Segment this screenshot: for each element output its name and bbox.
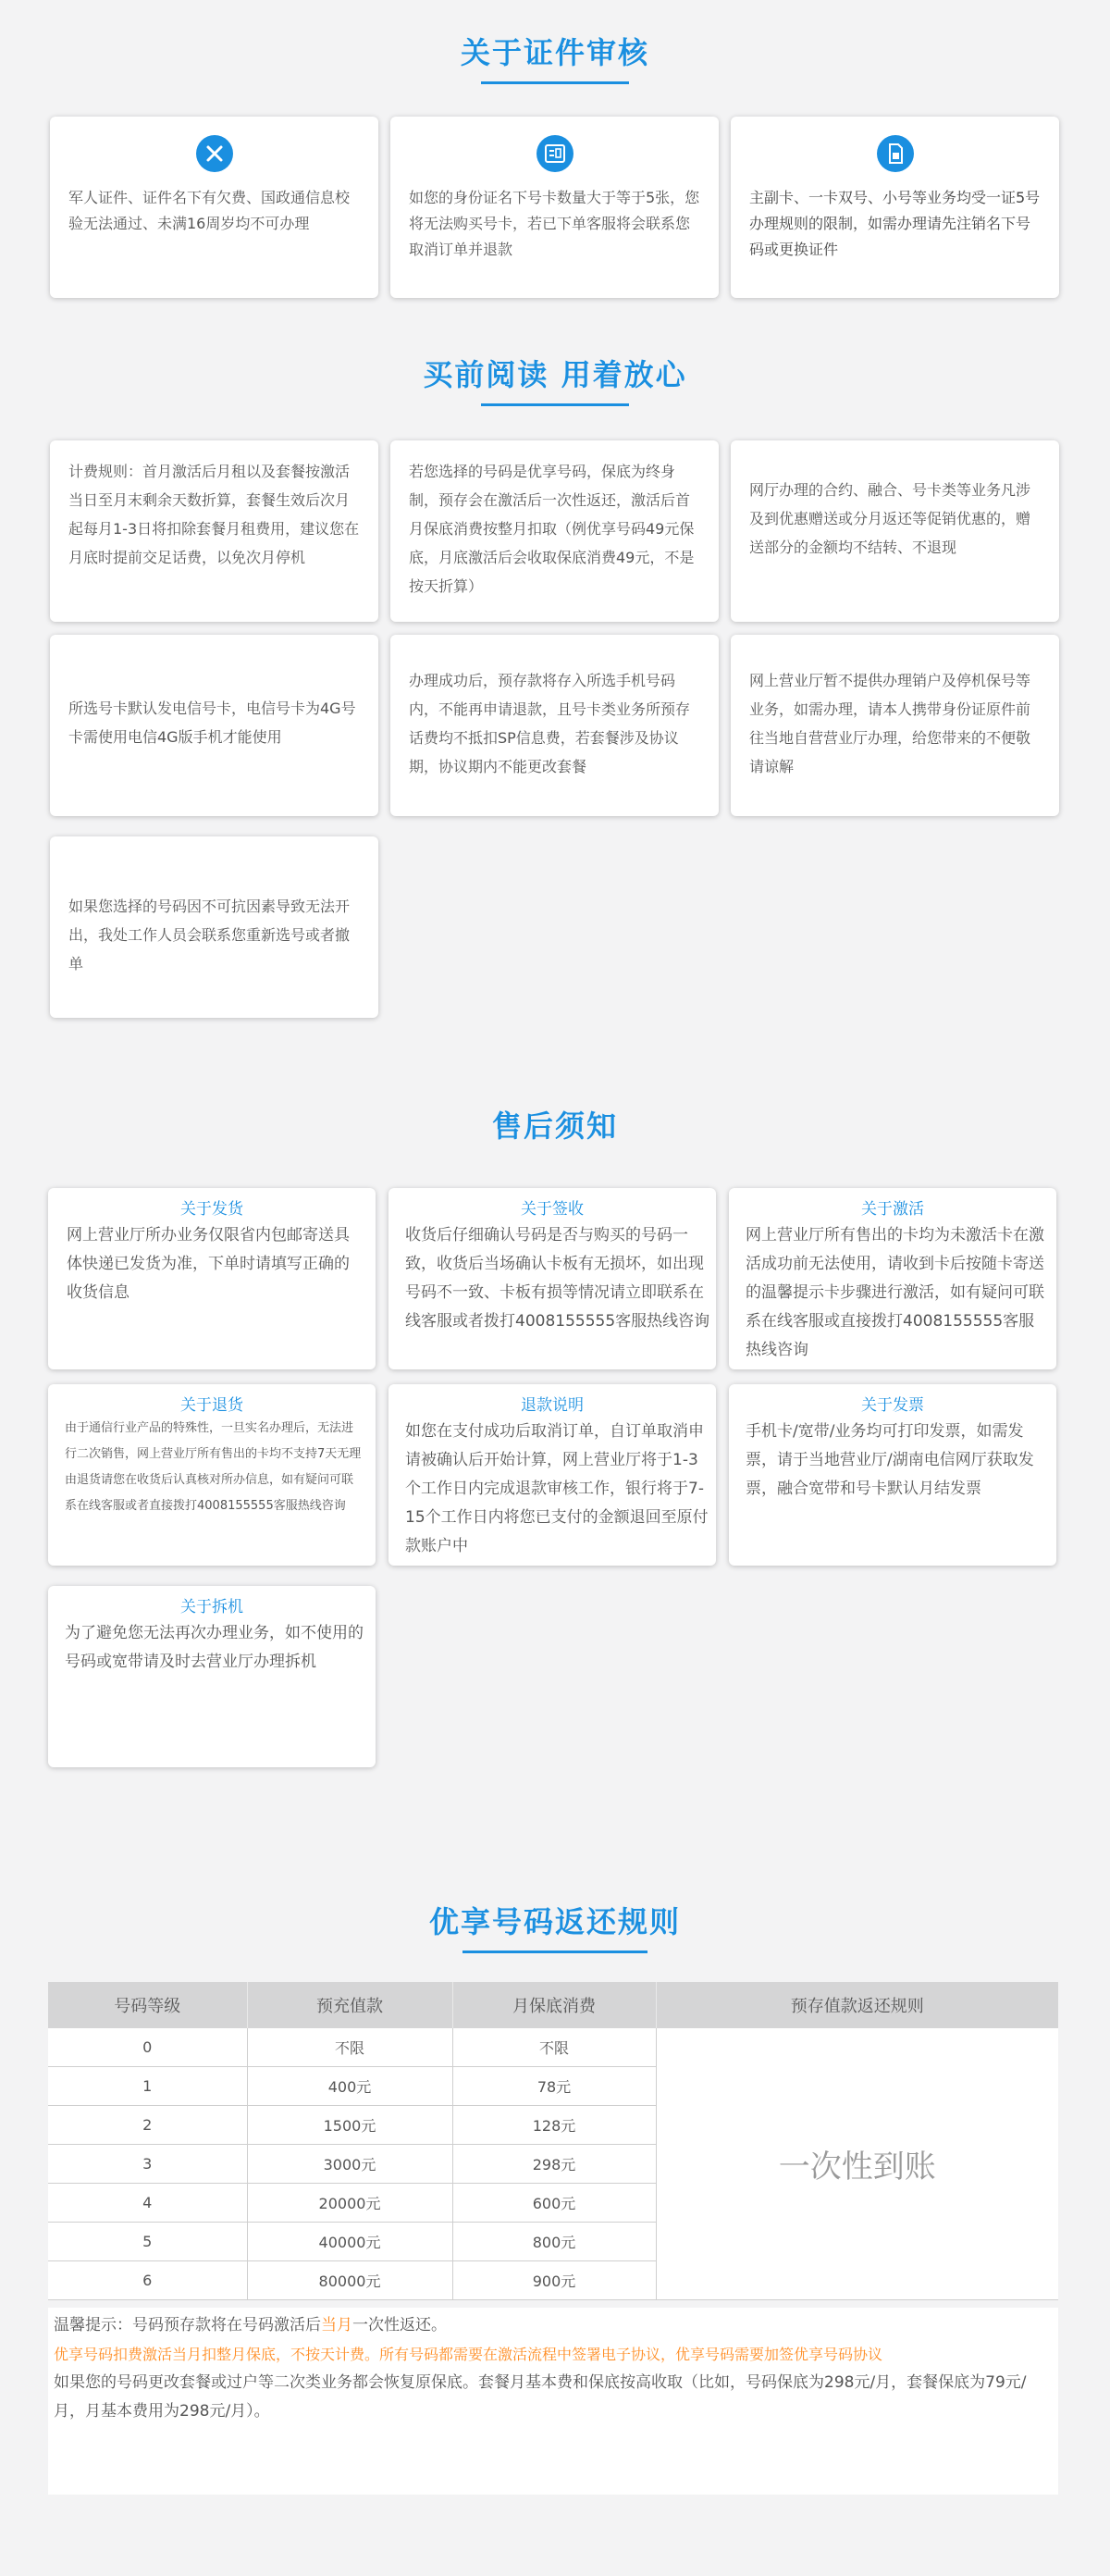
cell-min-consumption: 不限 xyxy=(452,2028,656,2067)
cell-level: 0 xyxy=(48,2028,247,2067)
cell-refund-rule: 一次性到账 xyxy=(656,2028,1058,2300)
card-text: 网上营业厅暂不提供办理销户及停机保号等业务，如需办理，请本人携带身份证原件前往当地自营营业厅办理，给您带来的不便敬请谅解 xyxy=(749,672,1031,775)
card-heading: 关于签收 xyxy=(521,1200,584,1219)
cell-level: 2 xyxy=(48,2106,247,2145)
aftersale-signing xyxy=(388,1188,716,1369)
card-heading: 关于发票 xyxy=(861,1396,924,1415)
note-text: 一次性返还。 xyxy=(352,2316,447,2334)
title-underline xyxy=(481,403,629,406)
card-heading: 关于退货 xyxy=(180,1396,243,1415)
refund-rules-table xyxy=(48,1982,1058,2300)
cell-prepay: 20000元 xyxy=(247,2184,452,2223)
card-text: 网上营业厅所有售出的卡均为未激活卡在激活成功前无法使用，请收到卡后按随卡寄送的温馨提示卡步骤进行激活，如有疑问可联系在线客服或直接拨打4008155555客服热线咨询 xyxy=(746,1226,1044,1359)
purchase-note-4 xyxy=(50,635,378,816)
id-card-icon xyxy=(536,135,574,172)
aftersale-refund xyxy=(388,1384,716,1566)
aftersale-activation xyxy=(729,1188,1056,1369)
purchase-note-7 xyxy=(50,836,378,1018)
card-text: 如您在支付成功后取消订单，自订单取消申请被确认后开始计算，网上营业厅将于1-3个工作日内完成退款审核工作，银行将于7-15个工作日内将您已支付的金额退回至原付款账户中 xyxy=(405,1422,709,1555)
col-header-level: 号码等级 xyxy=(48,1982,247,2028)
id-card-rule-2 xyxy=(390,117,719,298)
id-card-rule-1 xyxy=(50,117,378,298)
card-text: 网厅办理的合约、融合、号卡类等业务凡涉及到优惠赠送或分月返还等促销优惠的，赠送部分的金额均不结转、不退现 xyxy=(749,481,1031,556)
card-heading: 关于发货 xyxy=(180,1200,243,1219)
card-text: 由于通信行业产品的特殊性，一旦实名办理后，无法进行二次销售，网上营业厅所有售出的卡均不支持7天无理由退货请您在收货后认真核对所办信息，如有疑问可联系在线客服或者直接拨打4008155555客服热线咨询 xyxy=(65,1421,362,1513)
sim-card-icon xyxy=(877,135,914,172)
card-text: 所选号卡默认发电信号卡，电信号卡为4G号卡需使用电信4G版手机才能使用 xyxy=(68,700,356,746)
card-heading: 退款说明 xyxy=(521,1396,584,1415)
cell-min-consumption: 298元 xyxy=(452,2145,656,2184)
purchase-note-1 xyxy=(50,440,378,622)
purchase-note-6 xyxy=(731,635,1059,816)
section-title-after-sales xyxy=(0,1103,1110,1146)
close-x-icon xyxy=(196,135,233,172)
col-header-prepay: 预充值款 xyxy=(247,1982,452,2028)
section-title-text: 关于证件审核 xyxy=(460,35,649,70)
cell-prepay: 400元 xyxy=(247,2067,452,2106)
col-header-min-consumption: 月保底消费 xyxy=(452,1982,656,2028)
card-text: 手机卡/宽带/业务均可打印发票，如需发票，请于当地营业厅/湖南电信网厅获取发票，融合宽带和号卡默认月结发票 xyxy=(746,1422,1034,1498)
section-title-read-before-buy xyxy=(0,352,1110,406)
notes-line-1 xyxy=(54,2311,1053,2340)
cell-prepay: 80000元 xyxy=(247,2261,452,2300)
section-title-refund-rules xyxy=(0,1899,1110,1953)
cell-min-consumption: 128元 xyxy=(452,2106,656,2145)
cell-level: 3 xyxy=(48,2145,247,2184)
section-title-text: 优享号码返还规则 xyxy=(428,1904,681,1939)
id-card-rule-3 xyxy=(731,117,1059,298)
table-row xyxy=(48,2028,1058,2067)
cell-prepay: 不限 xyxy=(247,2028,452,2067)
notes-line-3: 如果您的号码更改套餐或过户等二次类业务都会恢复原保底。套餐月基本费和保底按高收取（比如，号码保底为298元/月，套餐保底为79元/月，月基本费用为298元/月）。 xyxy=(54,2373,1027,2421)
purchase-note-5 xyxy=(390,635,719,816)
purchase-note-3 xyxy=(731,440,1059,622)
cell-prepay: 3000元 xyxy=(247,2145,452,2184)
card-text: 计费规则：首月激活后月租以及套餐按激活当日至月末剩余天数折算，套餐生效后次月起每月1-3日将扣除套餐月租费用，建议您在月底时提前交足话费，以免次月停机 xyxy=(68,463,360,566)
title-underline xyxy=(462,1951,648,1953)
cell-prepay: 40000元 xyxy=(247,2223,452,2261)
cell-level: 4 xyxy=(48,2184,247,2223)
aftersale-shipping xyxy=(48,1188,376,1369)
cell-level: 6 xyxy=(48,2261,247,2300)
cell-prepay: 1500元 xyxy=(247,2106,452,2145)
notes-line-2: 优享号码扣费激活当月扣整月保底，不按天计费。所有号码都需要在激活流程中签署电子协议，优享号码需要加签优享号码协议 xyxy=(54,2346,883,2363)
card-text: 网上营业厅所办业务仅限省内包邮寄送具体快递已发货为准，下单时请填写正确的收货信息 xyxy=(67,1226,350,1302)
card-text: 如您的身份证名下号卡数量大于等于5张，您将无法购买号卡，若已下单客服将会联系您取消订单并退款 xyxy=(409,189,700,258)
card-text: 主副卡、一卡双号、小号等业务均受一证5号办理规则的限制，如需办理请先注销名下号码或更换证件 xyxy=(749,189,1041,258)
card-text: 如果您选择的号码因不可抗因素导致无法开出，我处工作人员会联系您重新选号或者撤单 xyxy=(68,898,351,972)
aftersale-disassembly xyxy=(48,1586,376,1767)
aftersale-return xyxy=(48,1384,376,1566)
refund-notes xyxy=(48,2308,1058,2495)
card-text: 办理成功后，预存款将存入所选手机号码内，不能再申请退款，且号卡类业务所预存话费均不抵扣SP信息费，若套餐涉及协议期，协议期内不能更改套餐 xyxy=(409,672,691,775)
section-title-text: 买前阅读 用着放心 xyxy=(423,357,687,392)
table-header-row xyxy=(48,1982,1058,2028)
card-text: 若您选择的号码是优享号码，保底为终身制，预存会在激活后一次性返还，激活后首月保底消费按整月扣取（例优享号码49元保底，月底激活后会收取保底消费49元，不是按天折算） xyxy=(409,463,695,595)
purchase-note-2 xyxy=(390,440,719,622)
card-text: 军人证件、证件名下有欠费、国政通信息校验无法通过、未满16周岁均不可办理 xyxy=(68,189,351,232)
cell-level: 1 xyxy=(48,2067,247,2106)
aftersale-invoice xyxy=(729,1384,1056,1566)
card-text: 收货后仔细确认号码是否与购买的号码一致，收货后当场确认卡板有无损坏，如出现号码不一致、卡板有损等情况请立即联系在线客服或者拨打4008155555客服热线咨询 xyxy=(405,1226,710,1331)
note-text: 温馨提示：号码预存款将在号码激活后 xyxy=(54,2316,321,2334)
card-heading: 关于激活 xyxy=(861,1200,924,1219)
section-title-id-review xyxy=(0,30,1110,84)
note-highlight: 当月 xyxy=(321,2316,352,2334)
section-title-text: 售后须知 xyxy=(491,1108,618,1144)
cell-level: 5 xyxy=(48,2223,247,2261)
title-underline xyxy=(481,81,629,84)
card-text: 为了避免您无法再次办理业务，如不使用的号码或宽带请及时去营业厅办理拆机 xyxy=(65,1624,364,1671)
col-header-refund-rule: 预存值款返还规则 xyxy=(656,1982,1058,2028)
cell-min-consumption: 78元 xyxy=(452,2067,656,2106)
card-heading: 关于拆机 xyxy=(180,1598,243,1616)
cell-min-consumption: 600元 xyxy=(452,2184,656,2223)
cell-min-consumption: 900元 xyxy=(452,2261,656,2300)
cell-min-consumption: 800元 xyxy=(452,2223,656,2261)
